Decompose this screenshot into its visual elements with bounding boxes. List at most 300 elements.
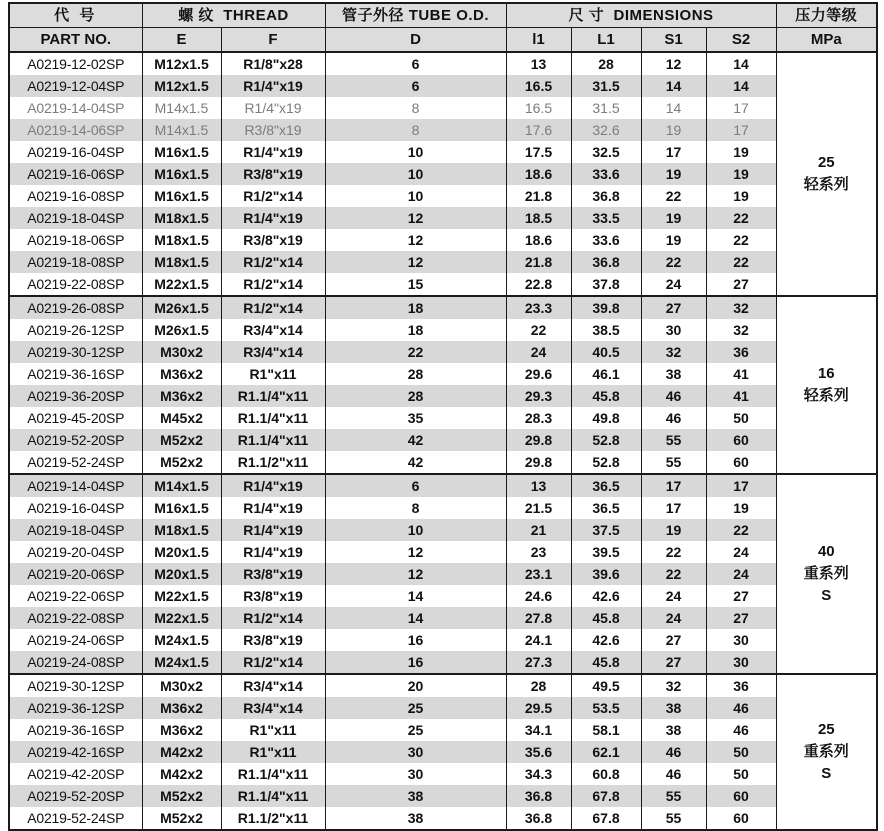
header-part-no-cn: 代 号 [9,3,142,28]
cell-tube-od: 15 [325,273,506,296]
cell-dim-S2: 27 [706,607,776,629]
cell-dim-S2: 14 [706,75,776,97]
cell-dim-L1: 45.8 [571,651,641,674]
cell-part-no: A0219-16-06SP [9,163,142,185]
cell-dim-S1: 24 [641,273,706,296]
cell-dim-S2: 22 [706,229,776,251]
cell-dim-l1: 18.6 [506,163,571,185]
cell-tube-od: 8 [325,97,506,119]
header-row-column-codes [9,28,877,53]
cell-dim-S2: 30 [706,651,776,674]
table-row [9,497,877,519]
table-row [9,273,877,296]
cell-dim-S2: 19 [706,185,776,207]
cell-dim-l1: 16.5 [506,75,571,97]
cell-tube-od: 28 [325,363,506,385]
cell-dim-L1: 37.5 [571,519,641,541]
table-row [9,807,877,830]
table-row [9,75,877,97]
cell-dim-l1: 13 [506,52,571,75]
cell-dim-S1: 27 [641,296,706,319]
cell-thread-f: R3/8"x19 [221,563,325,585]
cell-dim-L1: 38.5 [571,319,641,341]
pressure-series-label: 重系列 [803,743,849,761]
cell-thread-f: R1"x11 [221,719,325,741]
cell-dim-L1: 49.8 [571,407,641,429]
cell-thread-f: R1.1/2"x11 [221,451,325,474]
header-tube-cn: 管子外径 [342,7,405,24]
cell-part-no: A0219-22-08SP [9,607,142,629]
table-body [9,52,877,830]
cell-dim-l1: 17.6 [506,119,571,141]
cell-thread-f: R1/2"x14 [221,273,325,296]
table-header [9,3,877,52]
cell-dim-L1: 31.5 [571,97,641,119]
cell-thread-e: M12x1.5 [142,52,221,75]
cell-tube-od: 20 [325,674,506,697]
cell-dim-S2: 50 [706,407,776,429]
cell-thread-f: R1"x11 [221,741,325,763]
pressure-series-suffix: S [821,764,832,782]
cell-dim-L1: 52.8 [571,429,641,451]
cell-pressure-rating [776,52,877,296]
cell-dim-L1: 39.6 [571,563,641,585]
cell-thread-e: M16x1.5 [142,497,221,519]
cell-part-no: A0219-36-12SP [9,697,142,719]
table-row [9,229,877,251]
cell-part-no: A0219-18-04SP [9,519,142,541]
header-thread-group [142,3,325,28]
table-row [9,763,877,785]
cell-thread-e: M42x2 [142,741,221,763]
cell-dim-l1: 23 [506,541,571,563]
cell-thread-f: R1/4"x19 [221,97,325,119]
cell-part-no: A0219-14-06SP [9,119,142,141]
cell-thread-e: M30x2 [142,341,221,363]
cell-thread-e: M16x1.5 [142,163,221,185]
cell-tube-od: 42 [325,451,506,474]
table-row [9,385,877,407]
cell-tube-od: 10 [325,519,506,541]
cell-dim-L1: 67.8 [571,785,641,807]
cell-thread-e: M52x2 [142,451,221,474]
table-row [9,541,877,563]
cell-dim-L1: 36.5 [571,497,641,519]
cell-part-no: A0219-16-04SP [9,497,142,519]
cell-thread-f: R3/8"x19 [221,163,325,185]
table-row [9,363,877,385]
header-col-S1: S1 [641,28,706,53]
cell-thread-e: M22x1.5 [142,585,221,607]
cell-dim-S1: 17 [641,497,706,519]
cell-tube-od: 22 [325,341,506,363]
cell-dim-S2: 36 [706,674,776,697]
cell-thread-f: R3/4"x14 [221,319,325,341]
cell-thread-e: M26x1.5 [142,319,221,341]
table-row [9,519,877,541]
cell-dim-S2: 19 [706,497,776,519]
cell-tube-od: 16 [325,651,506,674]
header-thread-cn: 螺 纹 [178,7,214,24]
cell-dim-l1: 24.6 [506,585,571,607]
cell-dim-l1: 36.8 [506,785,571,807]
cell-dim-S1: 14 [641,97,706,119]
cell-dim-l1: 18.6 [506,229,571,251]
cell-dim-S1: 24 [641,585,706,607]
cell-dim-S1: 30 [641,319,706,341]
cell-part-no: A0219-52-24SP [9,807,142,830]
cell-tube-od: 12 [325,207,506,229]
cell-dim-S2: 60 [706,807,776,830]
cell-part-no: A0219-36-16SP [9,719,142,741]
cell-dim-S2: 60 [706,451,776,474]
table-row [9,429,877,451]
cell-part-no: A0219-12-02SP [9,52,142,75]
table-row [9,674,877,697]
cell-dim-S1: 46 [641,407,706,429]
cell-tube-od: 12 [325,229,506,251]
header-tube-od-group [325,3,506,28]
cell-dim-S1: 55 [641,429,706,451]
cell-dim-S1: 38 [641,697,706,719]
cell-tube-od: 12 [325,541,506,563]
cell-thread-e: M36x2 [142,363,221,385]
cell-dim-S1: 38 [641,719,706,741]
cell-dim-S1: 46 [641,741,706,763]
cell-tube-od: 12 [325,251,506,273]
cell-thread-e: M16x1.5 [142,141,221,163]
cell-dim-S2: 27 [706,585,776,607]
cell-dim-S1: 17 [641,474,706,497]
fitting-specification-table [8,2,878,831]
cell-tube-od: 6 [325,52,506,75]
header-tube-en: TUBE O.D. [408,7,490,24]
cell-part-no: A0219-52-24SP [9,451,142,474]
cell-thread-e: M14x1.5 [142,474,221,497]
cell-dim-S2: 41 [706,363,776,385]
cell-tube-od: 35 [325,407,506,429]
cell-dim-l1: 22.8 [506,273,571,296]
table-row [9,719,877,741]
cell-dim-S1: 46 [641,763,706,785]
cell-part-no: A0219-18-08SP [9,251,142,273]
cell-dim-S2: 30 [706,629,776,651]
header-row-group-titles [9,3,877,28]
table-row [9,319,877,341]
cell-dim-l1: 34.1 [506,719,571,741]
cell-dim-l1: 21.5 [506,497,571,519]
cell-thread-f: R1.1/4"x11 [221,785,325,807]
cell-tube-od: 16 [325,629,506,651]
table-row [9,741,877,763]
cell-dim-l1: 29.3 [506,385,571,407]
cell-dim-S2: 22 [706,251,776,273]
cell-dim-L1: 67.8 [571,807,641,830]
cell-thread-f: R1"x11 [221,363,325,385]
cell-dim-S2: 32 [706,296,776,319]
cell-dim-L1: 32.5 [571,141,641,163]
cell-tube-od: 10 [325,141,506,163]
cell-part-no: A0219-30-12SP [9,674,142,697]
cell-tube-od: 38 [325,807,506,830]
cell-dim-S1: 32 [641,341,706,363]
cell-tube-od: 6 [325,474,506,497]
header-pressure-unit: MPa [776,28,877,53]
cell-part-no: A0219-18-06SP [9,229,142,251]
table-row [9,52,877,75]
table-row [9,119,877,141]
cell-part-no: A0219-42-20SP [9,763,142,785]
cell-thread-f: R3/8"x19 [221,229,325,251]
pressure-series-suffix: S [821,586,832,604]
cell-tube-od: 18 [325,319,506,341]
cell-thread-f: R1.1/4"x11 [221,763,325,785]
cell-thread-e: M18x1.5 [142,251,221,273]
cell-dim-l1: 21.8 [506,251,571,273]
cell-thread-e: M14x1.5 [142,119,221,141]
pressure-value: 40 [817,543,835,561]
cell-part-no: A0219-42-16SP [9,741,142,763]
table-row [9,697,877,719]
cell-thread-e: M26x1.5 [142,296,221,319]
cell-thread-e: M22x1.5 [142,607,221,629]
cell-dim-L1: 49.5 [571,674,641,697]
pressure-series-label: 轻系列 [803,387,849,404]
header-col-e: E [142,28,221,53]
cell-dim-S2: 41 [706,385,776,407]
table-row [9,629,877,651]
table-row [9,296,877,319]
cell-tube-od: 14 [325,585,506,607]
cell-part-no: A0219-16-08SP [9,185,142,207]
cell-dim-S1: 55 [641,807,706,830]
cell-dim-S1: 27 [641,629,706,651]
cell-part-no: A0219-45-20SP [9,407,142,429]
cell-tube-od: 8 [325,497,506,519]
cell-tube-od: 14 [325,607,506,629]
cell-dim-S1: 19 [641,119,706,141]
cell-dim-S2: 24 [706,541,776,563]
cell-thread-e: M16x1.5 [142,185,221,207]
cell-thread-e: M42x2 [142,763,221,785]
cell-dim-l1: 29.6 [506,363,571,385]
cell-tube-od: 8 [325,119,506,141]
cell-thread-f: R1/2"x14 [221,607,325,629]
header-thread-en: THREAD [223,7,289,24]
cell-part-no: A0219-52-20SP [9,785,142,807]
cell-dim-l1: 29.8 [506,429,571,451]
cell-dim-l1: 36.8 [506,807,571,830]
cell-part-no: A0219-36-16SP [9,363,142,385]
cell-thread-e: M22x1.5 [142,273,221,296]
table-row [9,341,877,363]
cell-dim-S1: 19 [641,229,706,251]
cell-dim-S2: 60 [706,429,776,451]
cell-dim-S2: 46 [706,697,776,719]
cell-thread-f: R3/4"x14 [221,341,325,363]
cell-dim-l1: 23.3 [506,296,571,319]
cell-thread-e: M14x1.5 [142,97,221,119]
header-dimensions-group [506,3,776,28]
cell-part-no: A0219-16-04SP [9,141,142,163]
cell-thread-e: M20x1.5 [142,563,221,585]
table-row [9,451,877,474]
cell-dim-L1: 60.8 [571,763,641,785]
cell-dim-l1: 23.1 [506,563,571,585]
cell-dim-L1: 36.5 [571,474,641,497]
table-row [9,207,877,229]
cell-dim-L1: 33.6 [571,229,641,251]
cell-pressure-rating [776,474,877,674]
cell-thread-f: R1/4"x19 [221,497,325,519]
header-col-f: F [221,28,325,53]
cell-dim-l1: 22 [506,319,571,341]
cell-dim-l1: 29.5 [506,697,571,719]
cell-dim-L1: 39.5 [571,541,641,563]
cell-thread-e: M18x1.5 [142,207,221,229]
pressure-series-label: 重系列 [803,565,849,583]
cell-dim-L1: 45.8 [571,385,641,407]
cell-part-no: A0219-26-12SP [9,319,142,341]
header-col-L1: L1 [571,28,641,53]
cell-dim-S2: 27 [706,273,776,296]
cell-dim-L1: 40.5 [571,341,641,363]
cell-dim-S2: 17 [706,97,776,119]
pressure-value: 25 [817,154,835,172]
cell-dim-S1: 22 [641,251,706,273]
cell-dim-l1: 27.8 [506,607,571,629]
cell-dim-L1: 52.8 [571,451,641,474]
cell-thread-e: M20x1.5 [142,541,221,563]
cell-thread-f: R3/4"x14 [221,697,325,719]
cell-part-no: A0219-52-20SP [9,429,142,451]
cell-thread-e: M18x1.5 [142,229,221,251]
table-row [9,651,877,674]
cell-tube-od: 30 [325,763,506,785]
cell-dim-S1: 38 [641,363,706,385]
cell-dim-S2: 19 [706,163,776,185]
cell-dim-L1: 37.8 [571,273,641,296]
header-pressure-cn: 压力等级 [776,3,877,28]
cell-dim-L1: 45.8 [571,607,641,629]
cell-dim-S1: 22 [641,541,706,563]
cell-thread-f: R1/2"x14 [221,185,325,207]
cell-part-no: A0219-22-08SP [9,273,142,296]
cell-dim-l1: 13 [506,474,571,497]
table-row [9,585,877,607]
cell-dim-S1: 46 [641,385,706,407]
cell-dim-S1: 55 [641,451,706,474]
cell-thread-e: M24x1.5 [142,629,221,651]
cell-thread-f: R1/2"x14 [221,296,325,319]
table-row [9,185,877,207]
cell-pressure-rating [776,296,877,474]
cell-dim-L1: 42.6 [571,629,641,651]
cell-dim-S1: 19 [641,207,706,229]
cell-thread-f: R1.1/4"x11 [221,385,325,407]
cell-tube-od: 6 [325,75,506,97]
cell-dim-S1: 32 [641,674,706,697]
table-row [9,251,877,273]
cell-dim-L1: 46.1 [571,363,641,385]
cell-thread-f: R1/4"x19 [221,474,325,497]
cell-dim-S1: 14 [641,75,706,97]
cell-dim-L1: 58.1 [571,719,641,741]
table-row [9,563,877,585]
cell-dim-l1: 18.5 [506,207,571,229]
cell-dim-L1: 53.5 [571,697,641,719]
cell-dim-S2: 19 [706,141,776,163]
cell-dim-S2: 46 [706,719,776,741]
table-row [9,474,877,497]
cell-dim-L1: 33.6 [571,163,641,185]
cell-dim-S2: 17 [706,119,776,141]
cell-thread-e: M18x1.5 [142,519,221,541]
cell-dim-S1: 55 [641,785,706,807]
cell-tube-od: 18 [325,296,506,319]
cell-dim-L1: 62.1 [571,741,641,763]
cell-dim-S1: 27 [641,651,706,674]
cell-dim-S2: 22 [706,207,776,229]
table-row [9,785,877,807]
cell-dim-L1: 31.5 [571,75,641,97]
cell-thread-e: M52x2 [142,429,221,451]
cell-part-no: A0219-24-06SP [9,629,142,651]
cell-dim-l1: 35.6 [506,741,571,763]
cell-thread-e: M52x2 [142,807,221,830]
cell-dim-S2: 60 [706,785,776,807]
table-row [9,141,877,163]
cell-thread-f: R1/4"x19 [221,541,325,563]
cell-thread-e: M52x2 [142,785,221,807]
cell-part-no: A0219-24-08SP [9,651,142,674]
cell-thread-e: M36x2 [142,697,221,719]
cell-dim-S1: 19 [641,519,706,541]
cell-dim-L1: 28 [571,52,641,75]
cell-dim-l1: 34.3 [506,763,571,785]
cell-dim-S1: 24 [641,607,706,629]
cell-dim-L1: 36.8 [571,251,641,273]
table-row [9,407,877,429]
cell-dim-L1: 32.6 [571,119,641,141]
cell-dim-l1: 21.8 [506,185,571,207]
header-col-S2: S2 [706,28,776,53]
cell-part-no: A0219-20-04SP [9,541,142,563]
cell-thread-e: M36x2 [142,719,221,741]
cell-thread-f: R1/8"x28 [221,52,325,75]
cell-part-no: A0219-26-08SP [9,296,142,319]
cell-dim-S2: 32 [706,319,776,341]
cell-thread-f: R3/8"x19 [221,119,325,141]
cell-part-no: A0219-18-04SP [9,207,142,229]
cell-thread-f: R1.1/2"x11 [221,807,325,830]
cell-thread-f: R1/2"x14 [221,251,325,273]
cell-thread-f: R1/4"x19 [221,75,325,97]
cell-thread-f: R1.1/4"x11 [221,407,325,429]
header-col-l1-small: l1 [506,28,571,53]
cell-tube-od: 10 [325,185,506,207]
cell-part-no: A0219-14-04SP [9,97,142,119]
cell-dim-S2: 22 [706,519,776,541]
table-row [9,163,877,185]
cell-dim-S2: 50 [706,741,776,763]
cell-thread-f: R1/4"x19 [221,207,325,229]
cell-tube-od: 10 [325,163,506,185]
cell-dim-l1: 17.5 [506,141,571,163]
cell-thread-e: M12x1.5 [142,75,221,97]
cell-tube-od: 38 [325,785,506,807]
cell-part-no: A0219-20-06SP [9,563,142,585]
